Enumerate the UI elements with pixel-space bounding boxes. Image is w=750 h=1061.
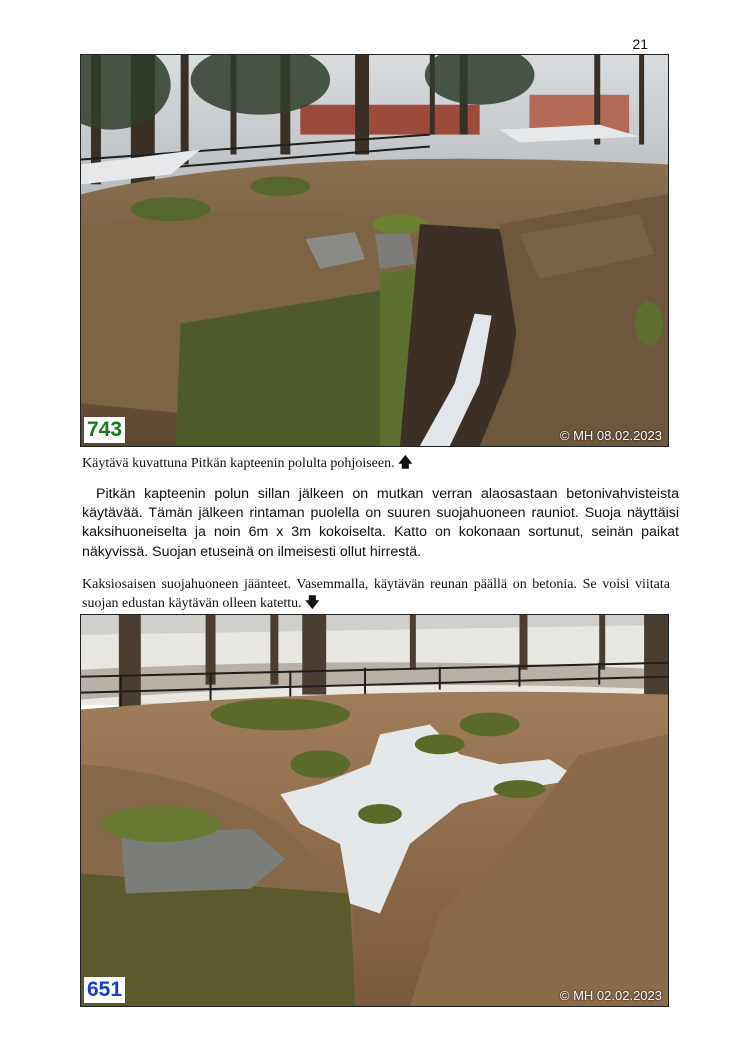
caption-bottom-text: Kaksiosaisen suojahuoneen jäänteet. Vasemmalla, käytävän reunan päällä on betonia. Se voisi viitata suojan edustan käytävän olleen katettu. — [82, 577, 670, 611]
photo-trench-north-image — [81, 55, 668, 446]
caption-top — [82, 454, 670, 473]
photo-number-label: 743 — [84, 417, 125, 443]
caption-bottom — [82, 575, 670, 613]
photo-credit: © MH 08.02.2023 — [559, 428, 662, 443]
photo-shelter-remains — [80, 614, 669, 1007]
photo-credit: © MH 02.02.2023 — [559, 988, 662, 1003]
page-number: 21 — [632, 36, 648, 52]
caption-top-text: Käytävä kuvattuna Pitkän kapteenin polulta pohjoiseen. — [82, 456, 395, 471]
arrow-down-icon: 🡇 — [305, 595, 320, 611]
body-paragraph: Pitkän kapteenin polun sillan jälkeen on mutkan verran alaosastaan betonivahvisteista käytävää. Tämän jälkeen rintaman puolella on suuren suojahuoneen rauniot. Suoja näyttäisi kaksihuoneiselta ja noin 6m x 3m kokoiselta. Katto on kokonaan sortunut, seinän paikat näkyvissä. Suojan etuseinä on ilmeisesti ollut hirrestä. — [82, 486, 679, 560]
photo-shelter-remains-image — [81, 615, 668, 1006]
photo-trench-north — [80, 54, 669, 447]
photo-number-label: 651 — [84, 977, 125, 1003]
arrow-up-icon: 🡅 — [398, 455, 413, 471]
